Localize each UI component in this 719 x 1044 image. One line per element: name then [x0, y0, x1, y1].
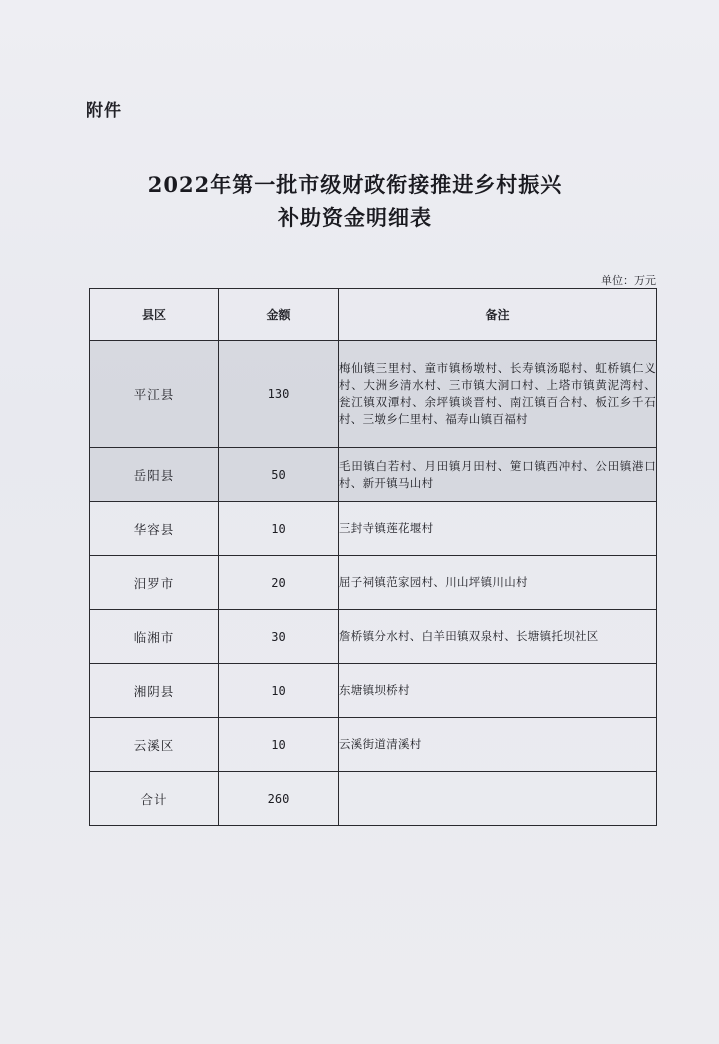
table-row — [90, 556, 657, 610]
amount-cell: 130 — [219, 341, 339, 448]
total-note-cell — [339, 772, 657, 826]
total-label-cell: 合计 — [90, 772, 219, 826]
unit-label: 单位：万元 — [601, 274, 656, 287]
amount-cell: 30 — [219, 610, 339, 664]
header-county: 县区 — [90, 289, 219, 341]
attachment-label: 附件 — [86, 101, 122, 121]
note-cell: 詹桥镇分水村、白羊田镇双泉村、长塘镇托坝社区 — [339, 610, 657, 664]
county-cell: 岳阳县 — [90, 448, 219, 502]
amount-cell: 10 — [219, 718, 339, 772]
note-cell: 梅仙镇三里村、童市镇杨墩村、长寿镇汤聪村、虹桥镇仁义村、大洲乡清水村、三市镇大洞口村、上塔市镇黄泥湾村、瓮江镇双潭村、余坪镇谈晋村、南江镇百合村、板江乡千石村、三墩乡仁里村、福寿山镇百福村 — [339, 341, 657, 448]
note-cell: 屈子祠镇范家园村、川山坪镇川山村 — [339, 556, 657, 610]
amount-cell: 50 — [219, 448, 339, 502]
table-row — [90, 448, 657, 502]
table-row — [90, 664, 657, 718]
note-cell: 云溪街道清溪村 — [339, 718, 657, 772]
note-cell: 毛田镇白若村、月田镇月田村、筻口镇西冲村、公田镇港口村、新开镇马山村 — [339, 448, 657, 502]
note-cell: 三封寺镇莲花堰村 — [339, 502, 657, 556]
county-cell: 华容县 — [90, 502, 219, 556]
amount-cell: 20 — [219, 556, 339, 610]
table-row — [90, 502, 657, 556]
amount-cell: 10 — [219, 664, 339, 718]
amount-cell: 10 — [219, 502, 339, 556]
funding-detail-table — [89, 288, 657, 826]
document-title-line-1: 2022年第一批市级财政衔接推进乡村振兴 — [147, 172, 563, 197]
county-cell: 湘阴县 — [90, 664, 219, 718]
table-header-row — [90, 289, 657, 341]
county-cell: 汨罗市 — [90, 556, 219, 610]
county-cell: 云溪区 — [90, 718, 219, 772]
county-cell: 平江县 — [90, 341, 219, 448]
table-total-row — [90, 772, 657, 826]
header-amount: 金额 — [219, 289, 339, 341]
table-row — [90, 610, 657, 664]
table-row — [90, 718, 657, 772]
document-title-line-2: 补助资金明细表 — [278, 205, 432, 230]
county-cell: 临湘市 — [90, 610, 219, 664]
total-amount-cell: 260 — [219, 772, 339, 826]
header-note: 备注 — [339, 289, 657, 341]
note-cell: 东塘镇坝桥村 — [339, 664, 657, 718]
table-row — [90, 341, 657, 448]
